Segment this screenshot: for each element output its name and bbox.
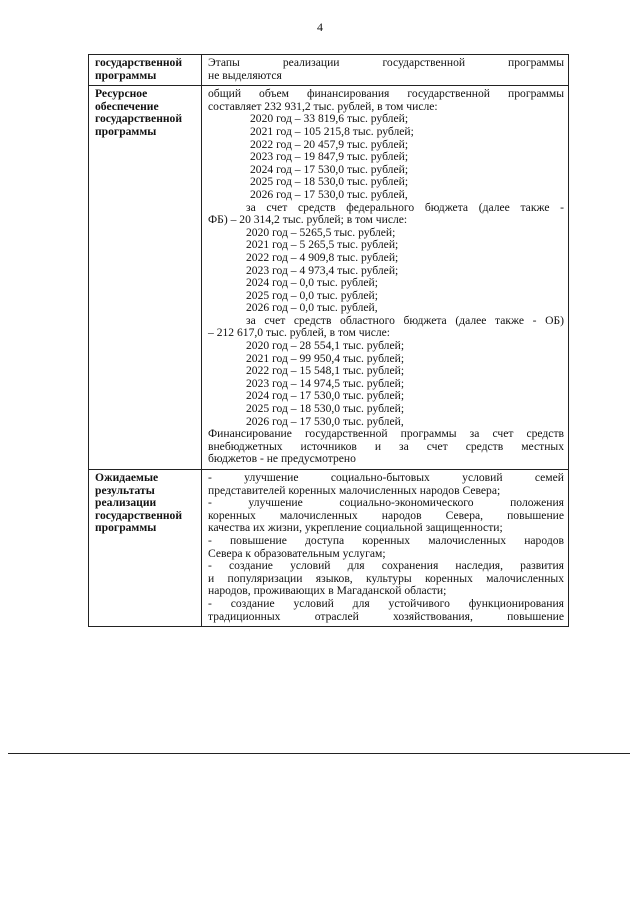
- label-line: государственной: [95, 112, 183, 126]
- total-year-line: 2024 год – 17 530,0 тыс. рублей;: [250, 162, 409, 176]
- text-line: и популяризации языков, культуры коренных малочисленных: [208, 571, 564, 585]
- label-line: государственной: [95, 508, 183, 522]
- text-line: традиционных отраслей хозяйствования, повышение: [208, 609, 564, 623]
- fb-year-line: 2024 год – 0,0 тыс. рублей;: [246, 276, 378, 290]
- text-line: бюджетов - не предусмотрено: [208, 452, 356, 466]
- total-year-line: 2021 год – 105 215,8 тыс. рублей;: [250, 124, 414, 138]
- fb-year-line: 2025 год – 0,0 тыс. рублей;: [246, 288, 378, 302]
- fb-year-line: 2021 год – 5 265,5 тыс. рублей;: [246, 238, 399, 252]
- total-year-line: 2022 год – 20 457,9 тыс. рублей;: [250, 137, 409, 151]
- ob-year-line: 2021 год – 99 950,4 тыс. рублей;: [246, 351, 405, 365]
- content-cell: [202, 470, 569, 627]
- label-cell: [89, 470, 202, 627]
- total-year-line: 2026 год – 17 530,0 тыс. рублей,: [250, 187, 408, 201]
- text-line: Этапы реализации государственной программы: [208, 56, 564, 69]
- text-line: – 212 617,0 тыс. рублей, в том числе:: [208, 326, 391, 340]
- text-line: - улучшение социально-бытовых условий семей: [208, 471, 564, 484]
- ob-year-line: 2023 год – 14 974,5 тыс. рублей;: [246, 376, 405, 390]
- text-line: составляет 232 931,2 тыс. рублей, в том числе:: [208, 99, 438, 113]
- ob-year-line: 2022 год – 15 548,1 тыс. рублей;: [246, 364, 405, 378]
- text-line: не выделяются: [208, 68, 282, 82]
- ob-year-line: 2025 год – 18 530,0 тыс. рублей;: [246, 402, 405, 416]
- label-line: реализации: [95, 496, 157, 510]
- text-line: внебюджетных источников и за счет средств местных: [208, 439, 564, 453]
- text-line: Севера к образовательным услугам;: [208, 546, 386, 560]
- row-stages: [89, 55, 569, 86]
- text-line: за счет средств областного бюджета (далее также - ОБ): [246, 313, 564, 327]
- content-cell: [202, 55, 569, 86]
- text-line: народов, проживающих в Магаданской области;: [208, 584, 447, 598]
- ob-year-line: 2020 год – 28 554,1 тыс. рублей;: [246, 339, 405, 353]
- label-cell: [89, 86, 202, 470]
- label-line: программы: [95, 124, 157, 138]
- text-line: представителей коренных малочисленных народов Севера;: [208, 483, 501, 497]
- text-line: - улучшение социально-экономического положения: [208, 496, 564, 510]
- row-expected-results: [89, 470, 569, 627]
- text-line: ФБ) – 20 314,2 тыс. рублей; в том числе:: [208, 213, 408, 227]
- label-line: Ресурсное: [95, 87, 148, 101]
- fb-year-line: 2022 год – 4 909,8 тыс. рублей;: [246, 250, 399, 264]
- program-passport-table: [88, 54, 569, 627]
- text-line: - создание условий для сохранения наследия, развития: [208, 559, 564, 573]
- label-line: программы: [95, 68, 157, 82]
- ob-year-line: 2024 год – 17 530,0 тыс. рублей;: [246, 389, 405, 403]
- text-line: за счет средств федерального бюджета (далее также -: [246, 200, 564, 214]
- text-line: коренных малочисленных народов Севера, повышение: [208, 508, 564, 522]
- fb-year-line: 2020 год – 5265,5 тыс. рублей;: [246, 225, 396, 239]
- label-line: обеспечение: [95, 99, 159, 113]
- label-line: программы: [95, 521, 157, 535]
- total-year-line: 2023 год – 19 847,9 тыс. рублей;: [250, 150, 409, 164]
- text-line: - повышение доступа коренных малочисленных народов: [208, 533, 564, 547]
- page-number: 4: [317, 20, 323, 34]
- total-year-line: 2025 год – 18 530,0 тыс. рублей;: [250, 175, 409, 189]
- text-line: - создание условий для устойчивого функционирования: [208, 596, 564, 610]
- footer-divider: [8, 753, 630, 754]
- fb-year-line: 2026 год – 0,0 тыс. рублей,: [246, 301, 378, 315]
- content-cell: [202, 86, 569, 470]
- text-line: качества их жизни, укрепление социальной защищенности;: [208, 521, 503, 535]
- text-line: Финансирование государственной программы за счет средств: [208, 427, 564, 441]
- label-line: результаты: [95, 483, 155, 497]
- ob-year-line: 2026 год – 17 530,0 тыс. рублей,: [246, 414, 404, 428]
- label-line: Ожидаемые: [95, 471, 159, 484]
- label-cell: [89, 55, 202, 86]
- fb-year-line: 2023 год – 4 973,4 тыс. рублей;: [246, 263, 399, 277]
- label-line: государственной: [95, 56, 183, 69]
- row-resources: [89, 86, 569, 470]
- total-year-line: 2020 год – 33 819,6 тыс. рублей;: [250, 112, 409, 126]
- text-line: общий объем финансирования государственной программы: [208, 87, 564, 101]
